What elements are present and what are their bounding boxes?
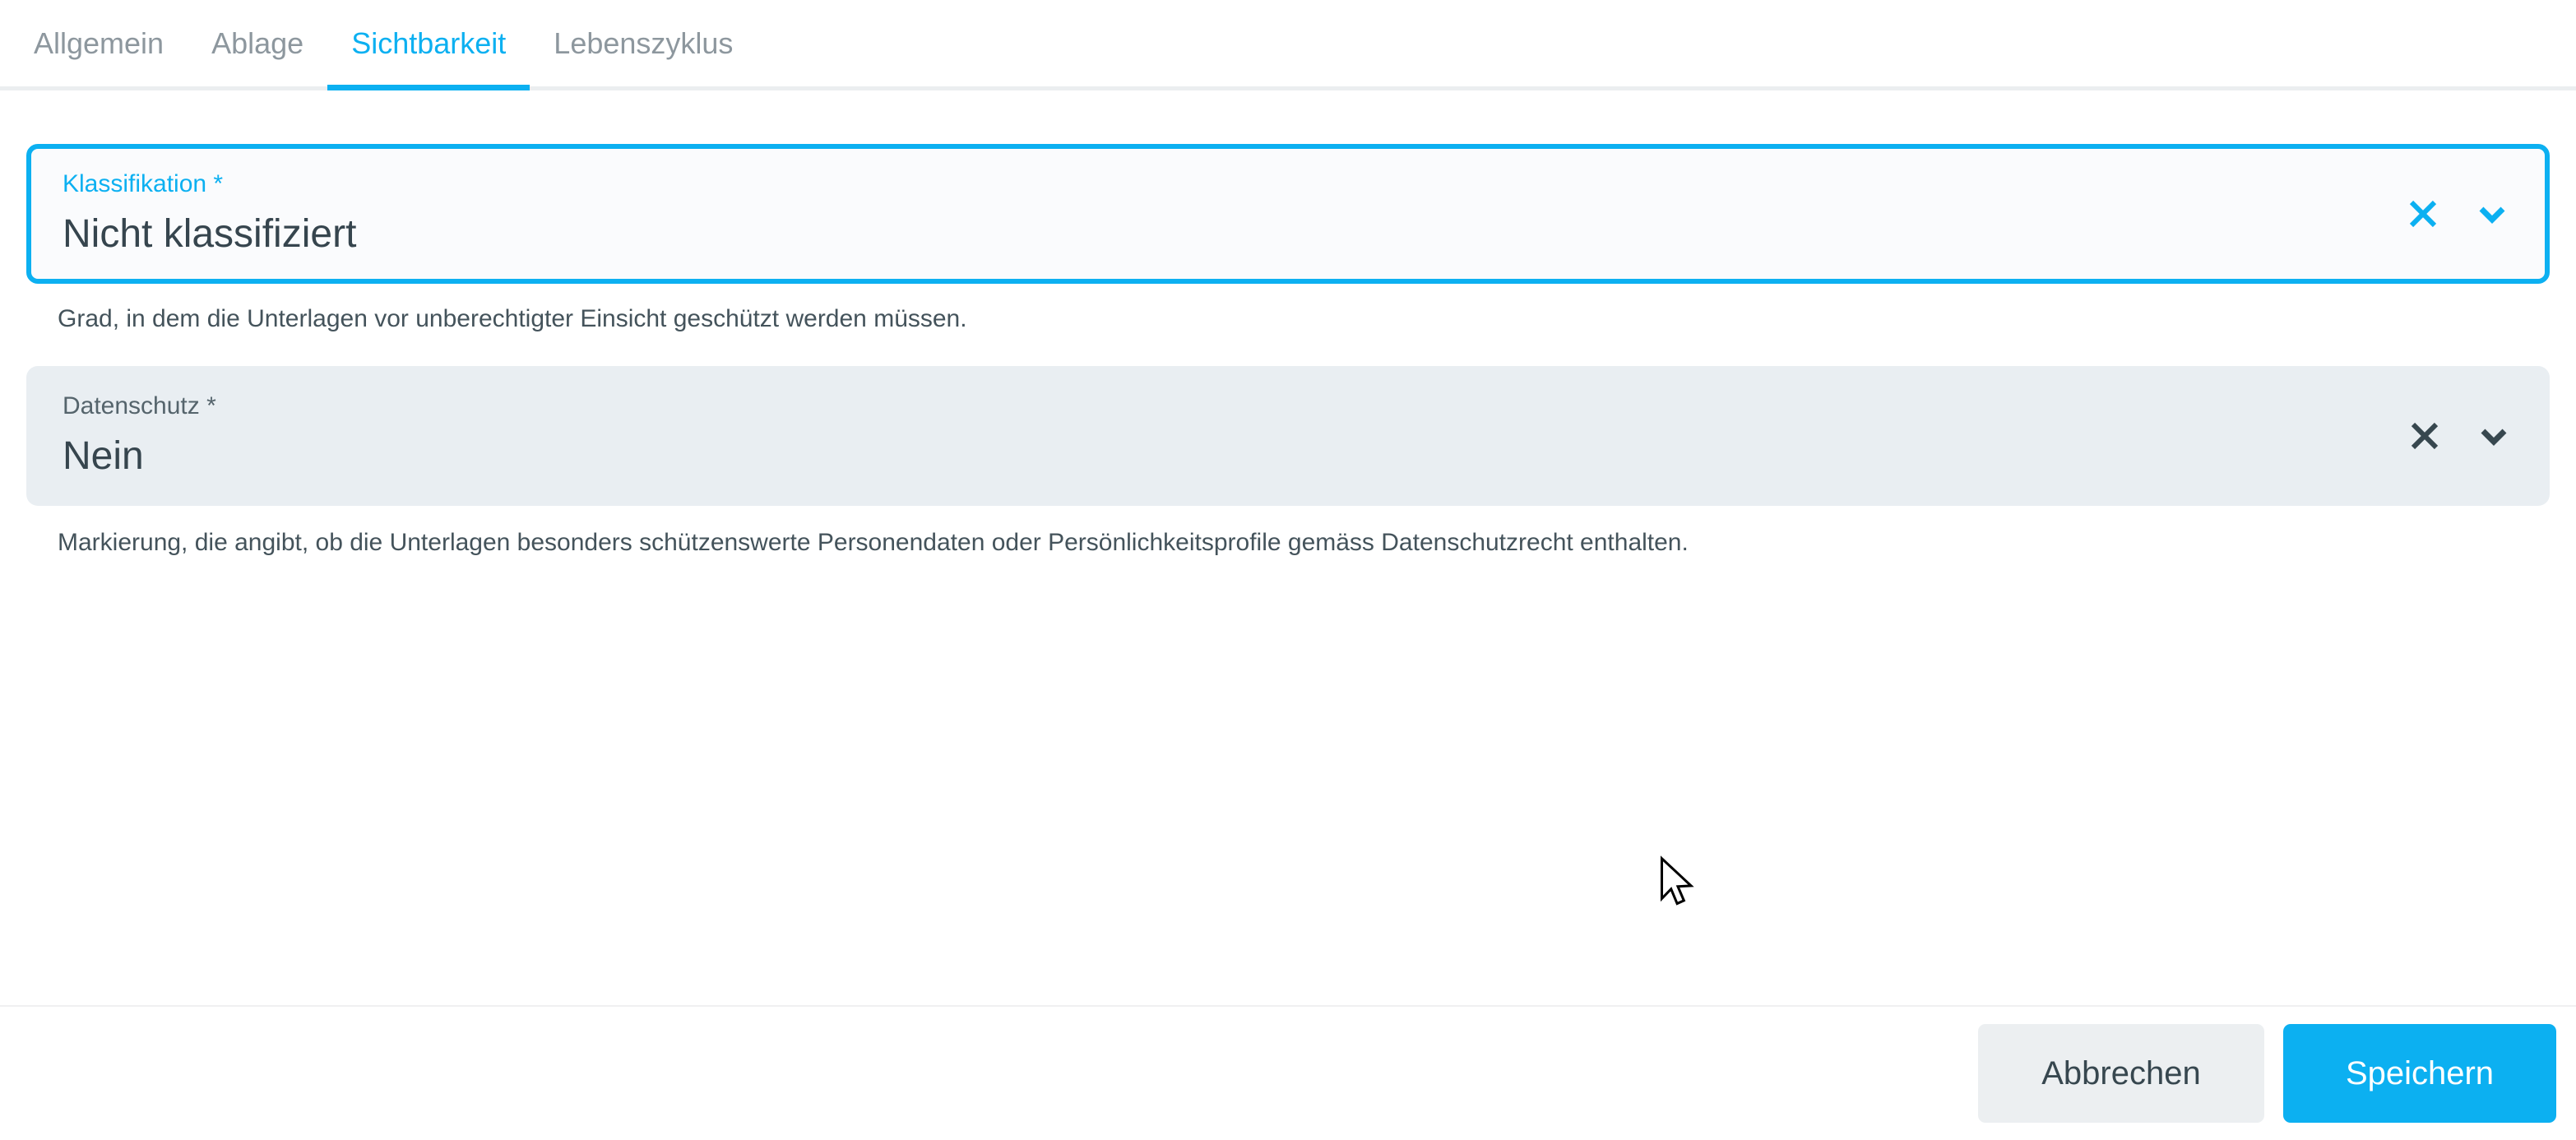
clear-icon[interactable] bbox=[2407, 418, 2443, 454]
tab-lebenszyklus[interactable] bbox=[530, 0, 757, 86]
field-text bbox=[63, 170, 2405, 257]
klassifikation-help-text: Grad, in dem die Unterlagen vor unberechtigter Einsicht geschützt werden müssen. bbox=[58, 305, 967, 332]
tab-label: Lebenszyklus bbox=[554, 25, 734, 60]
mouse-cursor bbox=[1656, 855, 1699, 910]
field-value: Nein bbox=[63, 434, 144, 478]
action-footer bbox=[0, 1005, 2576, 1140]
field-label: Klassifikation * bbox=[63, 170, 224, 197]
field-text bbox=[63, 392, 2407, 480]
field-controls bbox=[2405, 196, 2510, 232]
chevron-down-icon[interactable] bbox=[2474, 196, 2510, 232]
field-controls bbox=[2407, 418, 2512, 454]
tab-sichtbarkeit[interactable] bbox=[327, 0, 530, 86]
tab-label: Allgemein bbox=[34, 25, 164, 60]
save-button[interactable]: Speichern bbox=[2283, 1024, 2556, 1123]
tab-label: Ablage bbox=[211, 25, 304, 60]
tab-bar bbox=[0, 0, 2576, 90]
cancel-button[interactable]: Abbrechen bbox=[1978, 1024, 2264, 1123]
field-label: Datenschutz * bbox=[63, 392, 216, 419]
field-value: Nicht klassifiziert bbox=[63, 212, 357, 256]
klassifikation-select[interactable] bbox=[26, 144, 2550, 284]
chevron-down-icon[interactable] bbox=[2476, 418, 2512, 454]
tab-allgemein[interactable] bbox=[10, 0, 188, 86]
datenschutz-select[interactable] bbox=[26, 366, 2550, 506]
datenschutz-help-text: Markierung, die angibt, ob die Unterlagen besonders schützenswerte Personendaten oder Persönlichkeitsprofile gemäss Datenschutzrecht enthalten. bbox=[58, 529, 1689, 556]
form-panel bbox=[26, 90, 2550, 557]
tab-ablage[interactable] bbox=[188, 0, 327, 86]
tab-label: Sichtbarkeit bbox=[351, 25, 507, 60]
clear-icon[interactable] bbox=[2405, 196, 2441, 232]
